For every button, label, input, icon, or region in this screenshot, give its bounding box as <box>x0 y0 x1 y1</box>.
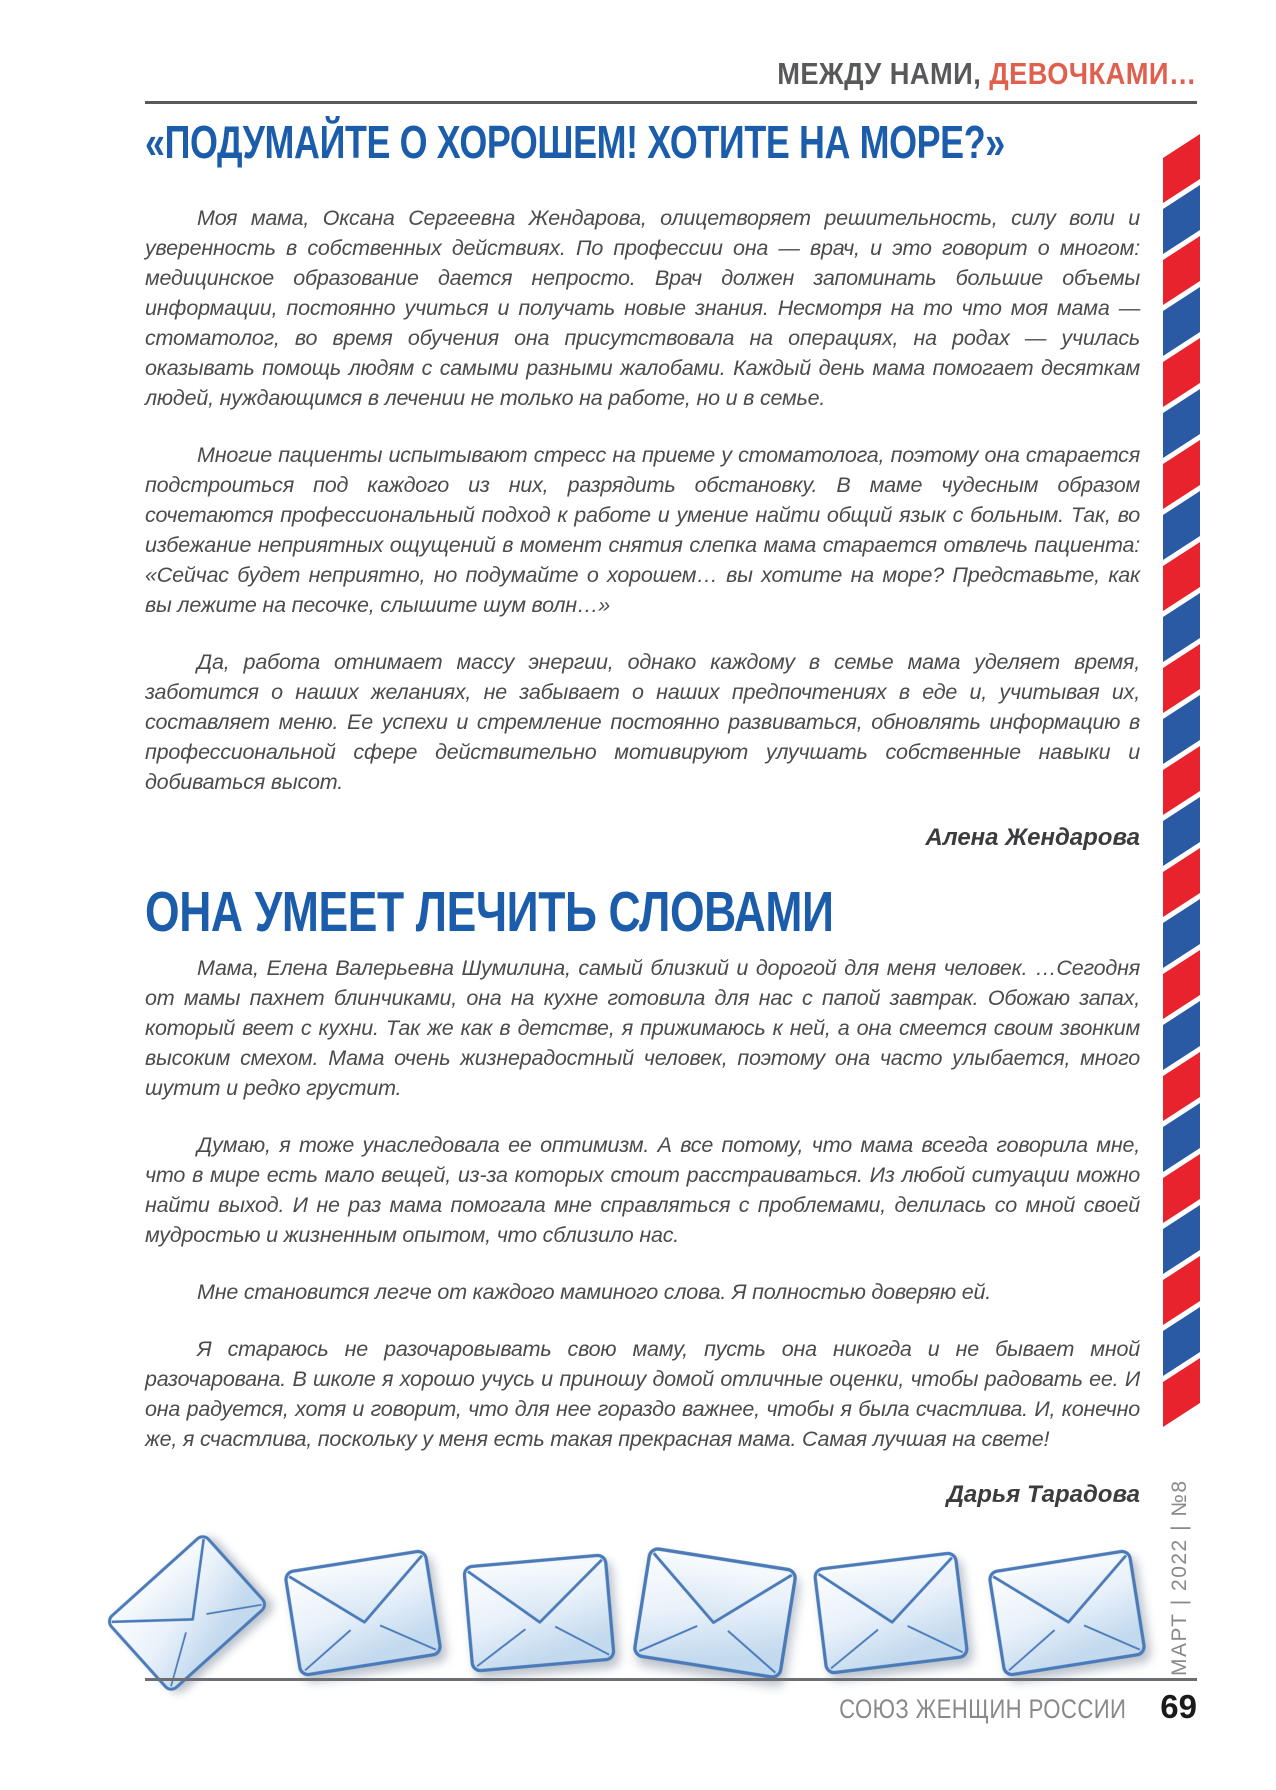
article2-paragraph: Я стараюсь не разочаровывать свою маму, пусть она никогда и не бывает мной разочарована. В школе я хорошо учусь и приношу домой отличные оценки, чтобы радовать ее. И она радуется, хотя и говорит, что для нее гораздо важнее, чтобы я была счастлива. И, конечно же, я счастлива, поскольку у меня есть такая прекрасная мама. Самая лучшая на свете! <box>145 1337 1140 1451</box>
page-number: 69 <box>1160 1688 1197 1725</box>
envelope-icon <box>810 1548 973 1677</box>
envelope-icon <box>101 1529 273 1698</box>
article1-paragraph: Многие пациенты испытывают стресс на приеме у стоматолога, поэтому она старается подстроиться под каждого из них, разрядить обстановку. В маме чудесным образом сочетаются профессиональный подход к работе и умение найти общий язык с больным. Так, во избежание неприятных ощущений в момент снятия слепка мама старается отвлечь пациента: «Сейчас будет неприятно, но подумайте о хорошем… вы хотите на море? Представьте, как вы лежите на песочке, слышите шум волн…» <box>145 443 1140 617</box>
footer <box>776 1688 1197 1726</box>
article2-title: ОНА УМЕЕТ ЛЕЧИТЬ СЛОВАМИ <box>145 880 834 944</box>
envelope-icon <box>280 1546 446 1680</box>
article2-paragraph: Думаю, я тоже унаследовала ее оптимизм. А все потому, что мама всегда говорила мне, что в мире есть мало вещей, из-за которых стоит расстраиваться. Из любой ситуации можно найти выход. И не раз мама помогала мне справляться с проблемами, делилась со мной своей мудростью и жизненным опытом, что сблизило нас. <box>145 1133 1140 1247</box>
issue-info-vertical: МАРТ | 2022 | №8 <box>1168 1479 1191 1676</box>
article-column <box>145 118 1140 1509</box>
article1-paragraph: Да, работа отнимает массу энергии, однако каждому в семье мама уделяет время, заботится о наших желаниях, не забывает о наших предпочтениях в еде и, учитывая их, составляет меню. Ее успехи и стремление постоянно развиваться, обновлять информацию в профессиональной сфере действительно мотивируют улучшать собственные навыки и добиваться высот. <box>145 650 1140 794</box>
envelope-icon <box>984 1546 1150 1680</box>
footer-rule <box>145 1678 1197 1681</box>
airmail-stripes-decoration <box>1163 146 1200 1421</box>
envelopes-row <box>112 1548 1142 1678</box>
kicker-red-text: ДЕВОЧКАМИ… <box>981 56 1197 91</box>
header-rule <box>145 101 1197 104</box>
article2-paragraph: Мне становится легче от каждого маминого слова. Я полностью доверяю ей. <box>197 1280 992 1304</box>
article2-signature: Дарья Тарадова <box>946 1481 1140 1508</box>
footer-publication: СОЮЗ ЖЕНЩИН РОССИИ <box>838 1694 1127 1724</box>
section-kicker <box>778 56 1197 92</box>
kicker-gray-text: МЕЖДУ НАМИ, <box>777 56 982 91</box>
article2-paragraph: Мама, Елена Валерьевна Шумилина, самый близкий и дорогой для меня человек. …Сегодня от мамы пахнет блинчиками, она на кухне готовила для нас с папой завтрак. Обожаю запах, который веет с кухни. Так же как в детстве, я прижимаюсь к ней, а она смеется своим звонким высоким смехом. Мама очень жизнерадостный человек, поэтому она часто улыбается, много шутит и редко грустит. <box>145 956 1140 1100</box>
article1-title: «ПОДУМАЙТЕ О ХОРОШЕМ! ХОТИТЕ НА МОРЕ?» <box>145 116 1005 168</box>
envelope-icon <box>629 1543 801 1682</box>
article1-paragraph: Моя мама, Оксана Сергеевна Жендарова, олицетворяет решительность, силу воли и уверенность в собственных действиях. По профессии она — врач, и это говорит о многом: медицинское образование дается непросто. Врач должен запоминать большие объемы информации, постоянно учиться и получать новые знания. Несмотря на то что моя мама — стоматолог, во время обучения она присутствовала на операциях, на родах — училась оказывать помощь людям с самыми разными жалобами. Каждый день мама помогает десяткам людей, нуждающимся в лечении не только на работе, но и в семье. <box>145 206 1140 410</box>
envelope-icon <box>459 1551 618 1676</box>
article1-signature: Алена Жендарова <box>925 824 1140 851</box>
